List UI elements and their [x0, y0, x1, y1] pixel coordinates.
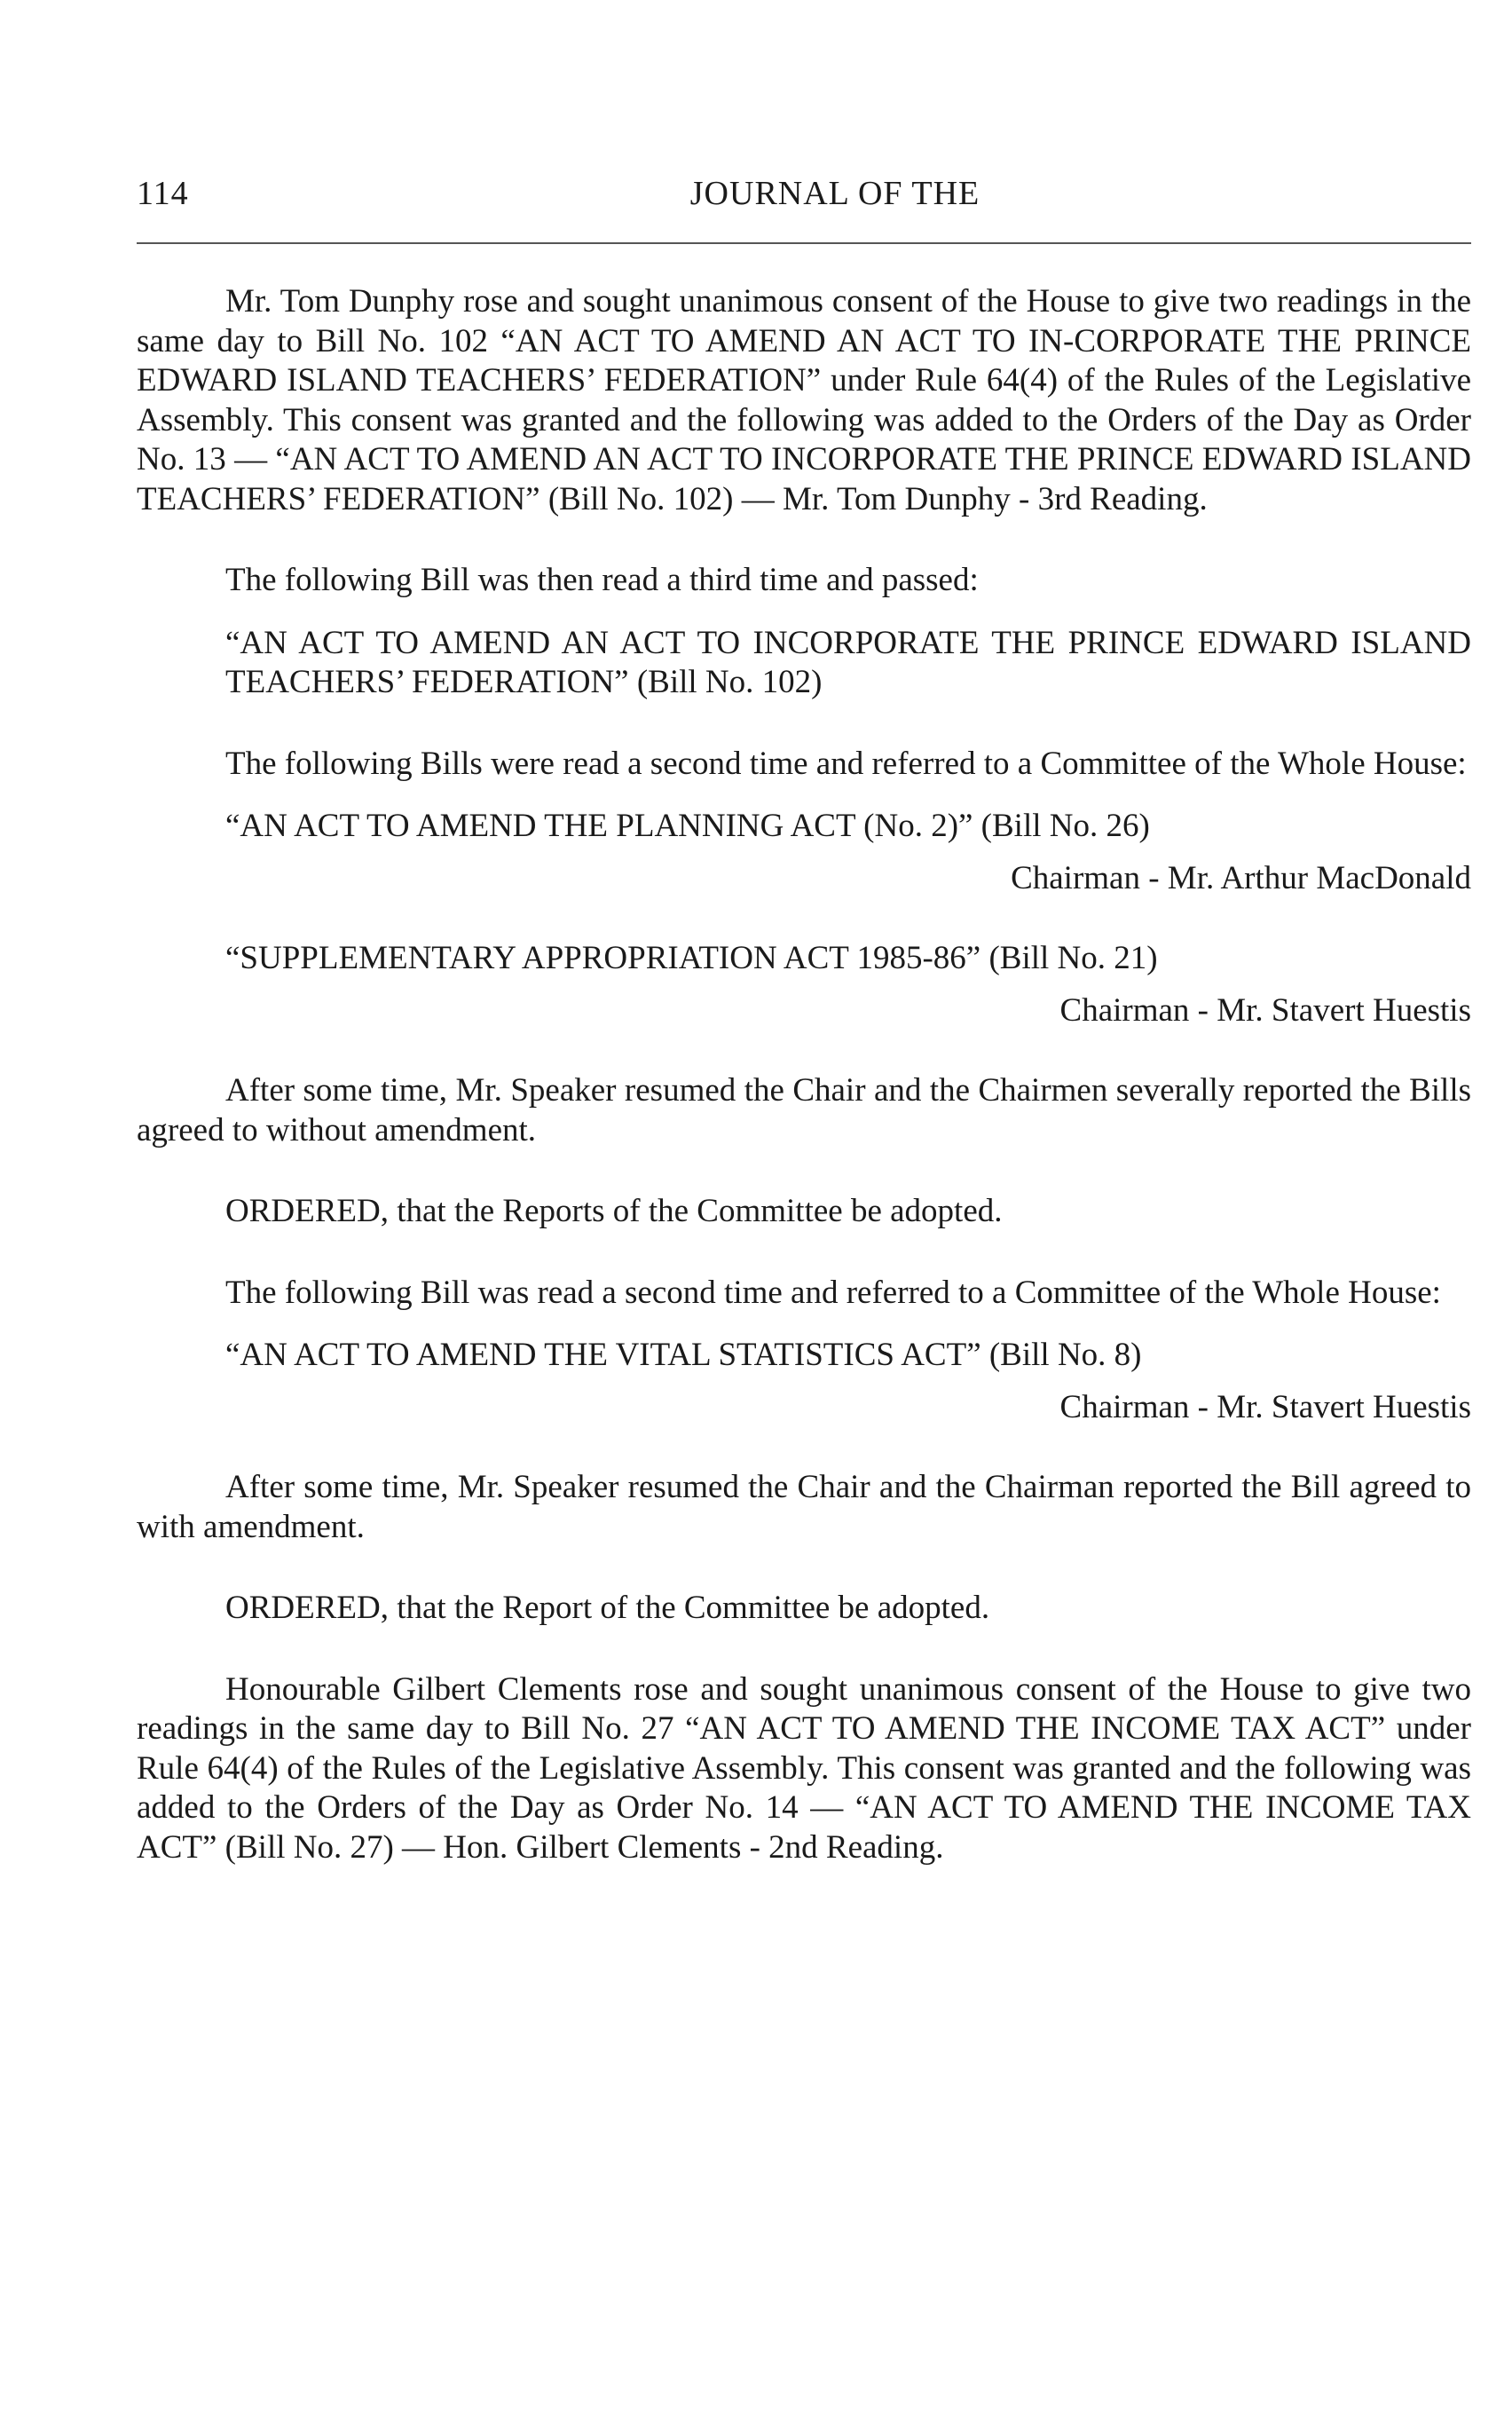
paragraph-second-reading-bills: The following Bills were read a second time and referred to a Committee of the Whole House: [225, 745, 1467, 782]
bill-title-102: “AN ACT TO AMEND AN ACT TO INCORPORATE THE PRINCE EDWARD ISLAND TEACHERS’ FEDERATION” (Bill No. 102) [225, 624, 1471, 700]
bill-title-8: “AN ACT TO AMEND THE VITAL STATISTICS ACT” (Bill No. 8) [225, 1337, 1142, 1373]
paragraph-ordered-report: ORDERED, that the Report of the Committee be adopted. [225, 1590, 990, 1626]
bill-title-26: “AN ACT TO AMEND THE PLANNING ACT (No. 2)” (Bill No. 26) [225, 808, 1150, 844]
page-body [137, 282, 1471, 1909]
chairman-line-3: Chairman - Mr. Stavert Huestis [1059, 1388, 1471, 1425]
paragraph-clements-consent: Honourable Gilbert Clements rose and sought unanimous consent of the House to give two readings in the same day to Bill No. 27 “AN ACT TO AMEND THE INCOME TAX ACT” under Rule 64(4) of the Rules of the Legislative Assembly. This consent was granted and the following was added to the Orders of the Day as Order No. 14 — “AN ACT TO AMEND THE INCOME TAX ACT” (Bill No. 27) — Hon. Gilbert Clements - 2nd Reading. [137, 1670, 1471, 1866]
page-number: 114 [137, 175, 189, 212]
paragraph-chairman-reported: After some time, Mr. Speaker resumed the Chair and the Chairman reported the Bill agreed to with amendment. [137, 1469, 1471, 1545]
paragraph-third-reading: The following Bill was then read a third time and passed: [225, 562, 979, 598]
bill-title-21: “SUPPLEMENTARY APPROPRIATION ACT 1985-86” (Bill No. 21) [225, 940, 1158, 976]
paragraph-chairmen-reported: After some time, Mr. Speaker resumed the Chair and the Chairmen severally reported the Bills agreed to without amendment. [137, 1072, 1471, 1148]
header-rule [137, 242, 1471, 244]
chairman-line-2: Chairman - Mr. Stavert Huestis [1059, 991, 1471, 1029]
running-title: JOURNAL OF THE [689, 175, 980, 212]
paragraph-second-reading-bill: The following Bill was read a second time and referred to a Committee of the Whole House: [225, 1274, 1441, 1311]
page-header [137, 174, 1471, 218]
paragraph-dunphy-consent: Mr. Tom Dunphy rose and sought unanimous consent of the House to give two readings in the same day to Bill No. 102 “AN ACT TO AMEND AN ACT TO IN-CORPORATE THE PRINCE EDWARD ISLAND TEACHERS’ FEDERATION” under Rule 64(4) of the Rules of the Legislative Assembly. This consent was granted and the following was added to the Orders of the Day as Order No. 13 — “AN ACT TO AMEND AN ACT TO INCORPORATE THE PRINCE EDWARD ISLAND TEACHERS’ FEDERATION” (Bill No. 102) — Mr. Tom Dunphy - 3rd Reading. [137, 283, 1471, 517]
paragraph-ordered-reports: ORDERED, that the Reports of the Committee be adopted. [225, 1193, 1003, 1229]
chairman-line-1: Chairman - Mr. Arthur MacDonald [1011, 859, 1471, 896]
